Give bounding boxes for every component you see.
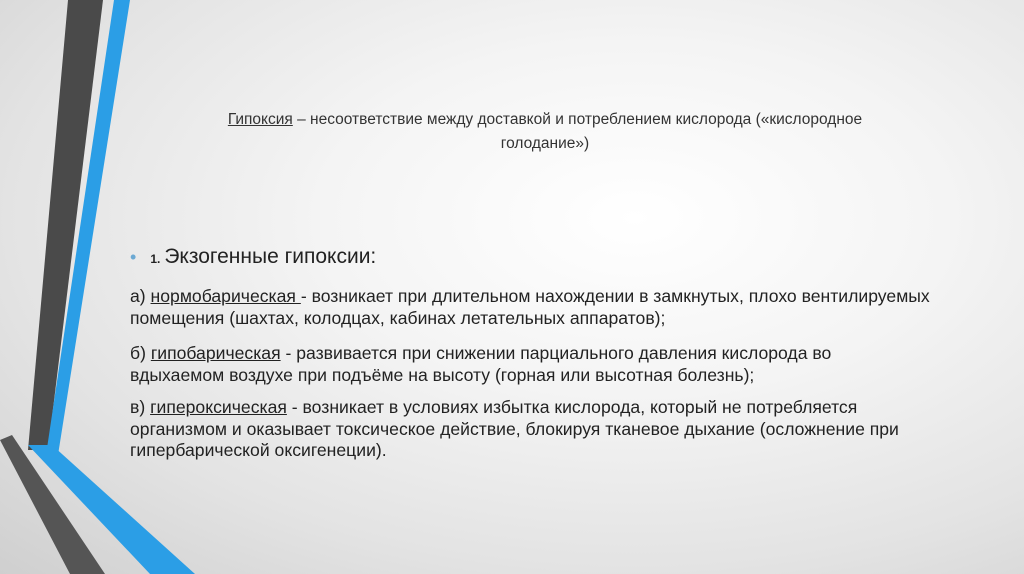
item-a <box>130 286 930 329</box>
item-term: нормобарическая <box>150 286 301 306</box>
bullet-heading <box>130 245 376 275</box>
item-b <box>130 343 930 386</box>
slide-title <box>160 108 930 156</box>
section-heading: Экзогенные гипоксии: <box>164 245 377 268</box>
title-term: Гипоксия <box>227 111 293 128</box>
item-c <box>130 397 930 462</box>
item-text: - возникает в условиях избытка кислорода, который не потребляется организмом и оказывает токсическое действие, блокируя тканевое дыхание (осложнение при гипербарической оксигенеции). <box>130 397 899 460</box>
item-prefix: а) <box>130 286 151 306</box>
title-text-line2: голодание») <box>500 135 590 152</box>
item-term: гипобарическая <box>150 343 281 363</box>
item-term: гипероксическая <box>150 397 287 417</box>
item-prefix: в) <box>130 397 151 417</box>
bullet-number: 1. <box>150 252 161 266</box>
item-prefix: б) <box>130 343 151 363</box>
item-text: - возникает при длительном нахождении в замкнутых, плохо вентилируемых помещения (шахтах, колодцах, кабинах летательных аппаратов); <box>130 286 930 328</box>
title-text: – несоответствие между доставкой и потреблением кислорода («кислородное <box>292 111 863 128</box>
item-text: - развивается при снижении парциального давления кислорода во вдыхаемом воздухе при подъёме на высоту (горная или высотная болезнь); <box>130 343 832 385</box>
bullet-dot-icon: • <box>130 247 137 267</box>
